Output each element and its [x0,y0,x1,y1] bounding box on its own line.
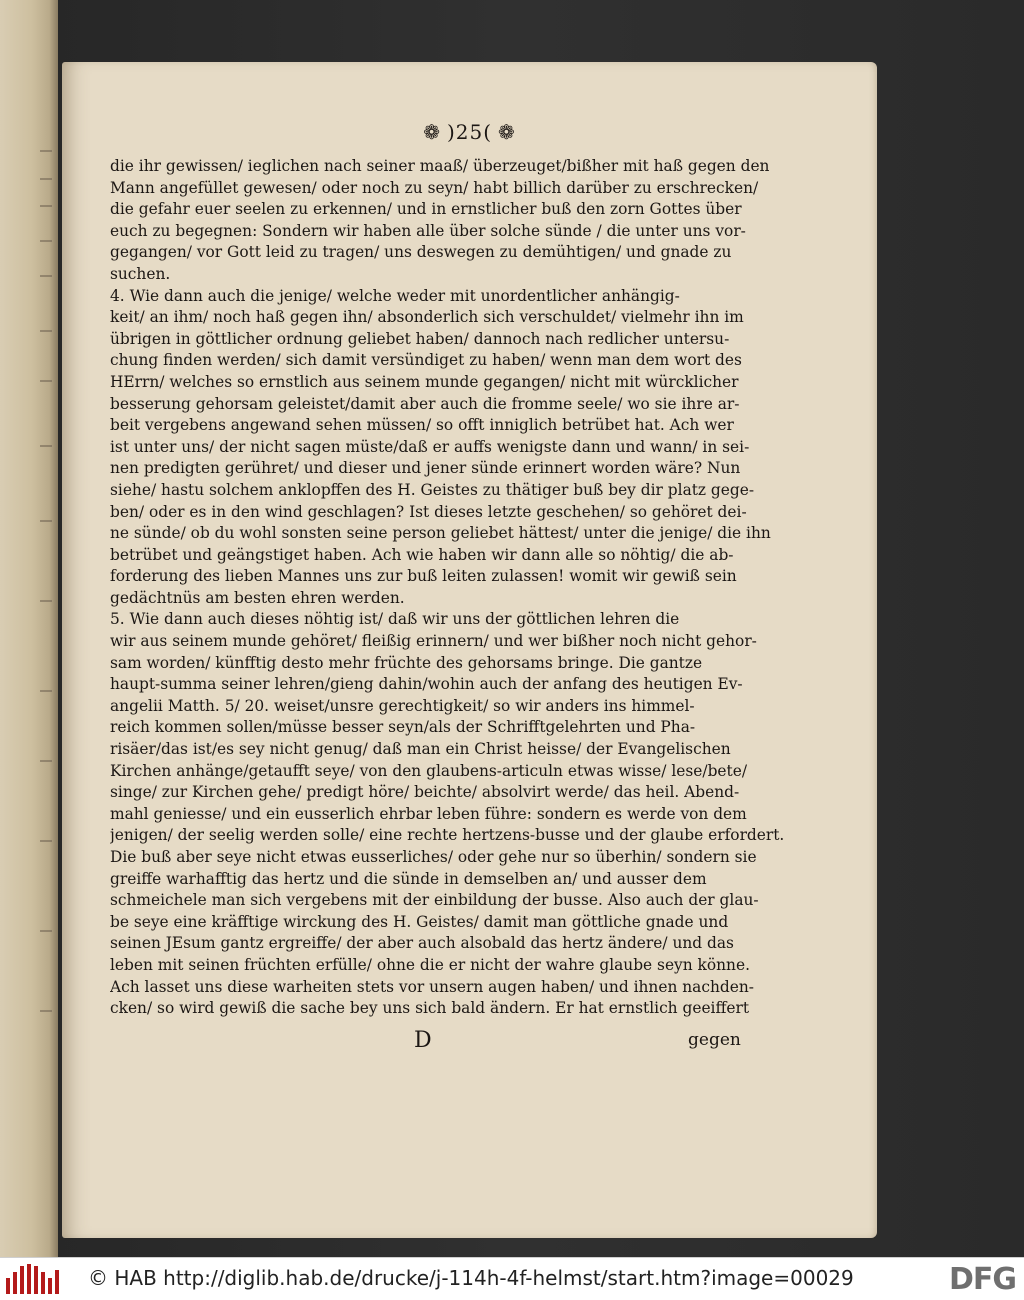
text-line: besserung gehorsam geleistet/damit aber auch die fromme seele/ wo sie ihre ar- [110,394,740,413]
hab-logo-icon [6,1264,64,1294]
text-line: jenigen/ der seelig werden solle/ eine rechte hertzens-busse und der glaube erfordert. [110,826,785,845]
text-line: risäer/das ist/es sey nicht genug/ daß man ein Christ heisse/ der Evangelischen [110,740,731,759]
text-line: gegangen/ vor Gott leid zu tragen/ uns deswegen zu demühtigen/ und gnade zu [110,243,732,262]
page-number: )25( [446,120,493,144]
text-line: angelii Matth. 5/ 20. weiset/unsre gerechtigkeit/ so wir anders ins himmel- [110,696,695,715]
text-line: seinen JEsum gantz ergreiffe/ der aber auch alsobald das hertz ändere/ und das [110,934,734,953]
text-line: greiffe warhafftig das hertz und die sünde in demselben an/ und ausser dem [110,869,707,888]
text-line: leben mit seinen früchten erfülle/ ohne die er nicht der wahre glaube seyn könne. [110,955,750,974]
ornament-right-icon: ❁ [498,120,516,144]
text-line: reich kommen sollen/müsse besser seyn/als der Schrifftgelehrten und Pha- [110,718,696,737]
book-page [62,62,877,1238]
facing-page-edge [0,0,58,1257]
text-line: die gefahr euer seelen zu erkennen/ und in ernstlicher buß den zorn Gottes über [110,200,742,219]
text-line: betrübet und geängstiget haben. Ach wie haben wir dann alle so nöhtig/ die ab- [110,545,734,564]
text-line: die ihr gewissen/ ieglichen nach seiner maaß/ überzeuget/bißher mit haß gegen den [110,157,770,175]
text-line: HErrn/ welches so ernstlich aus seinem munde gegangen/ nicht mit würcklicher [110,372,739,391]
page-header [62,120,877,144]
text-line: suchen. [110,264,171,283]
text-line: cken/ so wird gewiß die sache bey uns sich bald ändern. Er hat ernstlich geeiffert [110,999,750,1018]
text-line: 4. Wie dann auch die jenige/ welche weder mit unordentlicher anhängig- [110,286,680,305]
text-line: nen predigten gerühret/ und dieser und jener sünde erinnert worden wäre? Nun [110,459,741,478]
copyright-url[interactable]: © HAB http://diglib.hab.de/drucke/j-114h-4f-helmst/start.htm?image=00029 [88,1266,854,1290]
text-line: Mann angefüllet gewesen/ oder noch zu seyn/ habt billich darüber zu erschrecken/ [110,178,759,197]
text-line: ist unter uns/ der nicht sagen müste/daß er auffs wenigste dann und wann/ in sei- [110,437,750,456]
page-body-text [110,156,802,1020]
text-line: sam worden/ künfftig desto mehr früchte des gehorsams bringe. Die gantze [110,653,703,672]
text-line: Kirchen anhänge/getaufft seye/ von den glaubens-articuln etwas wisse/ lese/bete/ [110,761,748,780]
text-line: mahl geniesse/ und ein eusserlich ehrbar leben führe: sondern es werde von dem [110,804,747,823]
text-line: schmeichele man sich vergebens mit der einbildung der busse. Also auch der glau- [110,891,759,910]
viewer-footer [0,1257,1024,1300]
text-line: keit/ an ihm/ noch haß gegen ihn/ absonderlich sich verschuldet/ vielmehr ihn im [110,308,744,327]
text-line: singe/ zur Kirchen gehe/ predigt höre/ beichte/ absolvirt werde/ das heil. Abend- [110,783,740,802]
text-line: ben/ oder es in den wind geschlagen? Ist dieses letzte geschehen/ so gehöret dei- [110,502,747,521]
text-line: siehe/ hastu solchem anklopffen des H. Geistes zu thätiger buß bey dir platz gege- [110,480,755,499]
text-line: ne sünde/ ob du wohl sonsten seine person geliebet hättest/ unter die jenige/ die ihn [110,524,771,543]
text-line: chung finden werden/ sich damit versündiget zu haben/ wenn man dem wort des [110,351,742,370]
text-line: beit vergebens angewand sehen müssen/ so offt inniglich betrübet hat. Ach wer [110,416,734,435]
text-line: haupt-summa seiner lehren/gieng dahin/wohin auch der anfang des heutigen Ev- [110,675,743,694]
text-line: forderung des lieben Mannes uns zur buß leiten zulassen! womit wir gewiß sein [110,567,737,586]
text-line: wir aus seinem munde gehöret/ fleißig erinnern/ und wer bißher noch nicht gehor- [110,632,757,651]
signature-mark: D [414,1028,432,1053]
dfg-logo: DFG [948,1262,1016,1297]
text-line: übrigen in göttlicher ordnung geliebet haben/ dannoch nach redlicher untersu- [110,329,730,348]
text-line: Die buß aber seye nicht etwas eusserliches/ oder gehe nur so überhin/ sondern sie [110,848,757,866]
text-line: euch zu begegnen: Sondern wir haben alle über solche sünde / die unter uns vor- [110,221,746,240]
text-line: 5. Wie dann auch dieses nöhtig ist/ daß wir uns der göttlichen lehren die [110,610,680,629]
text-line: Ach lasset uns diese warheiten stets vor unsern augen haben/ und ihnen nachden- [110,977,754,996]
text-line: be seye eine kräfftige wirckung des H. Geistes/ damit man göttliche gnade und [110,912,729,931]
page-foot [62,1028,877,1058]
ornament-left-icon: ❁ [423,120,441,144]
text-line: gedächtnüs am besten ehren werden. [110,588,405,607]
catchword: gegen [688,1030,741,1050]
